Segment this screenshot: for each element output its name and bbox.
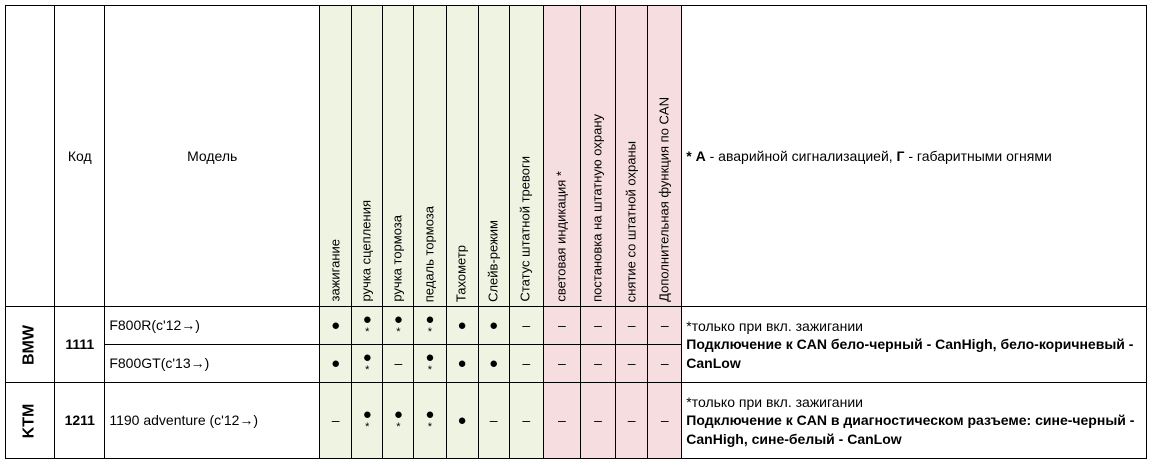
unsupported-dash: – bbox=[394, 355, 403, 372]
supported-dot: ● bbox=[362, 311, 372, 328]
function-mark-cell bbox=[414, 307, 446, 345]
function-mark-cell bbox=[383, 383, 414, 459]
supported-dot: ● bbox=[425, 349, 435, 366]
function-mark-cell bbox=[478, 307, 509, 345]
unsupported-dash: – bbox=[331, 412, 340, 429]
function-header-light-indication: световая индикация * bbox=[543, 6, 580, 307]
function-header-brake-pedal: педаль тормоза bbox=[414, 6, 446, 307]
model-cell: F800GT(с'13→) bbox=[105, 345, 320, 383]
note-cell bbox=[682, 307, 1147, 383]
table-row bbox=[6, 383, 1147, 459]
function-header-tachometer: Тахометр bbox=[446, 6, 478, 307]
footnote-star: * bbox=[365, 421, 370, 433]
supported-dot: ● bbox=[362, 349, 372, 366]
function-mark-cell bbox=[352, 307, 383, 345]
supported-dot: ● bbox=[331, 354, 341, 372]
brand-cell bbox=[6, 383, 55, 459]
brand-label: BMW bbox=[20, 324, 38, 365]
function-mark-cell bbox=[446, 345, 478, 383]
supported-dot: ● bbox=[489, 316, 499, 334]
function-mark-cell bbox=[616, 383, 648, 459]
unsupported-dash: – bbox=[660, 412, 669, 429]
function-mark-cell bbox=[616, 307, 648, 345]
footnote-star: * bbox=[427, 326, 433, 338]
supported-dot: ● bbox=[425, 406, 435, 423]
function-mark-cell bbox=[320, 345, 352, 383]
unsupported-dash: – bbox=[594, 412, 602, 429]
function-mark-cell bbox=[648, 383, 682, 459]
code-cell: 1111 bbox=[55, 307, 105, 383]
model-header: Модель bbox=[105, 6, 320, 307]
legend-star: * bbox=[686, 147, 692, 164]
supported-dot: ● bbox=[425, 311, 435, 328]
function-mark-cell bbox=[543, 383, 580, 459]
function-mark-cell bbox=[648, 345, 682, 383]
function-mark-cell bbox=[580, 383, 615, 459]
unsupported-dash: – bbox=[489, 412, 498, 429]
note-condition: *только при вкл. зажигании bbox=[686, 318, 863, 335]
function-mark-cell bbox=[509, 307, 543, 345]
function-mark-cell bbox=[352, 383, 383, 459]
unsupported-dash: – bbox=[557, 317, 566, 334]
function-mark-cell bbox=[509, 345, 543, 383]
legend-a: А bbox=[695, 147, 706, 164]
note-can-wiring: Подключение к CAN бело-черный - CanHigh, бело-коричневый - CanLow bbox=[686, 336, 1134, 371]
model-cell: F800R(с'12→) bbox=[105, 307, 320, 345]
function-mark-cell bbox=[383, 345, 414, 383]
supported-dot: ● bbox=[457, 316, 467, 334]
footnote-star: * bbox=[427, 421, 433, 433]
unsupported-dash: – bbox=[522, 317, 531, 334]
supported-dot: ● bbox=[489, 354, 499, 372]
note-can-wiring: Подключение к CAN в диагностическом разъеме: сине-черный - CanHigh, сине-белый - CanLow bbox=[686, 412, 1135, 447]
unsupported-dash: – bbox=[594, 355, 602, 372]
function-header-clutch-lever: ручка сцепления bbox=[352, 6, 383, 307]
function-mark-cell bbox=[478, 383, 509, 459]
brand-label: KTM bbox=[20, 403, 38, 438]
unsupported-dash: – bbox=[522, 412, 531, 429]
function-header-ignition: зажигание bbox=[320, 6, 352, 307]
header-row bbox=[6, 6, 1147, 307]
supported-dot: ● bbox=[457, 354, 467, 372]
unsupported-dash: – bbox=[660, 355, 669, 372]
unsupported-dash: – bbox=[522, 355, 531, 372]
function-mark-cell bbox=[478, 345, 509, 383]
function-mark-cell bbox=[509, 383, 543, 459]
note-condition: *только при вкл. зажигании bbox=[686, 394, 863, 411]
function-mark-cell bbox=[446, 383, 478, 459]
function-header-extra-can: Дополнительная функция по CAN bbox=[648, 6, 682, 307]
legend-cell bbox=[682, 6, 1147, 307]
footnote-star: * bbox=[365, 364, 370, 376]
function-mark-cell bbox=[580, 307, 615, 345]
unsupported-dash: – bbox=[627, 412, 636, 429]
unsupported-dash: – bbox=[627, 317, 636, 334]
model-cell: 1190 adventure (с'12→) bbox=[105, 383, 320, 459]
code-cell: 1211 bbox=[55, 383, 105, 459]
footnote-star: * bbox=[396, 421, 401, 433]
function-mark-cell bbox=[320, 383, 352, 459]
unsupported-dash: – bbox=[627, 355, 636, 372]
function-header-brake-lever: ручка тормоза bbox=[383, 6, 414, 307]
supported-dot: ● bbox=[393, 406, 403, 423]
function-mark-cell bbox=[414, 345, 446, 383]
table-row bbox=[6, 307, 1147, 345]
note-cell bbox=[682, 383, 1147, 459]
function-mark-cell bbox=[414, 383, 446, 459]
unsupported-dash: – bbox=[594, 317, 602, 334]
unsupported-dash: – bbox=[557, 355, 566, 372]
footnote-star: * bbox=[396, 326, 401, 338]
footnote-star: * bbox=[427, 364, 433, 376]
legend-g-text: - габаритными огнями bbox=[904, 147, 1052, 164]
function-header-arm-factory: постановка на штатную охрану bbox=[580, 6, 615, 307]
function-mark-cell bbox=[648, 307, 682, 345]
code-header: Код bbox=[55, 6, 105, 307]
supported-dot: ● bbox=[393, 311, 403, 328]
function-mark-cell bbox=[543, 345, 580, 383]
function-header-alarm-status: Статус штатной тревоги bbox=[509, 6, 543, 307]
supported-dot: ● bbox=[362, 406, 372, 423]
footnote-star: * bbox=[365, 326, 370, 338]
legend-g: Г bbox=[896, 147, 905, 164]
function-header-slave-mode: Слейв-режим bbox=[478, 6, 509, 307]
unsupported-dash: – bbox=[660, 317, 669, 334]
function-mark-cell bbox=[352, 345, 383, 383]
supported-dot: ● bbox=[457, 411, 467, 429]
function-mark-cell bbox=[543, 307, 580, 345]
unsupported-dash: – bbox=[557, 412, 566, 429]
function-header-disarm-factory: снятие со штатной охраны bbox=[616, 6, 648, 307]
function-mark-cell bbox=[616, 345, 648, 383]
legend-a-text: - аварийной сигнализацией, bbox=[705, 147, 897, 164]
supported-dot: ● bbox=[331, 316, 341, 334]
function-mark-cell bbox=[446, 307, 478, 345]
brand-cell bbox=[6, 307, 55, 383]
function-mark-cell bbox=[383, 307, 414, 345]
brand-header-cell bbox=[6, 6, 55, 307]
compatibility-table bbox=[5, 5, 1147, 459]
function-mark-cell bbox=[580, 345, 615, 383]
function-mark-cell bbox=[320, 307, 352, 345]
